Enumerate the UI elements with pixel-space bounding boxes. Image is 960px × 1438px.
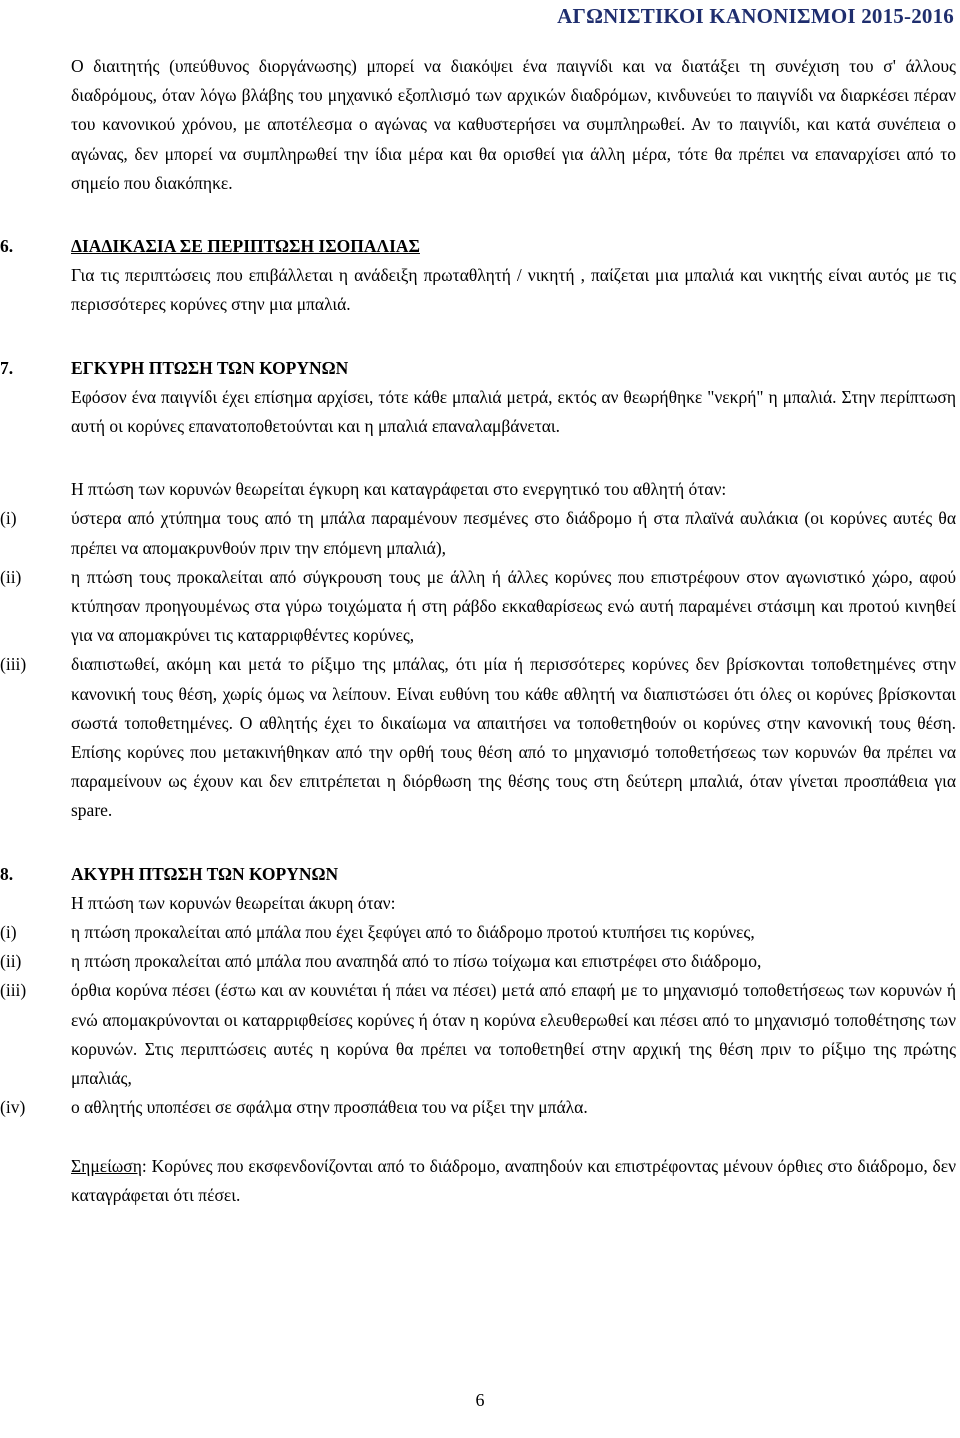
document-body xyxy=(0,52,960,1210)
section-number: 6. xyxy=(0,236,14,257)
note-label: Σημείωση xyxy=(71,1155,142,1176)
list-marker: (iii) xyxy=(0,654,27,675)
section-title: ΔΙΑΔΙΚΑΣΙΑ ΣΕ ΠΕΡΙΠΤΩΣΗ ΙΣΟΠΑΛΙΑΣ xyxy=(71,236,420,257)
note-colon: : xyxy=(141,1155,147,1176)
list-item-text: ο αθλητής υποπέσει σε σφάλμα στην προσπάθεια του να ρίξει την μπάλα. xyxy=(71,1097,588,1118)
running-title: ΑΓΩΝΙΣΤΙΚΟΙ ΚΑΝΟΝΙΣΜΟΙ 2015-2016 xyxy=(557,4,954,28)
list-item-text: όρθια κορύνα πέσει (έστω και αν κουνιέται ή πάει να πέσει) μετά από επαφή με το μηχανισμό τοποθετήσεως των κορυνών ή ενώ απομακρύνονται οι καταρριφθείσες κορύνες ή όταν η κορύνα ελευθερωθεί και πέσει από το μηχανισμό τοποθέτησης των κορυνών. Στις περιπτώσεις αυτές η κορύνα θα πρέπει να τοποθετηθεί στην αρχική της θέση πριν το ρίξιμο της πρώτης μπαλιάς, xyxy=(71,980,956,1089)
list-item xyxy=(0,504,960,562)
list-item xyxy=(0,918,960,947)
list-item-text: η πτώση προκαλείται από μπάλα που έχει ξεφύγει από το διάδρομο προτού κτυπήσει τις κορύνες, xyxy=(71,922,755,943)
section-heading xyxy=(0,232,960,261)
section-title: ΑΚΥΡΗ ΠΤΩΣΗ ΤΩΝ ΚΟΡΥΝΩΝ xyxy=(71,863,339,884)
section-lead: Η πτώση των κορυνών θεωρείται άκυρη όταν: xyxy=(71,892,396,913)
section-heading xyxy=(0,860,960,889)
section-number: 8. xyxy=(0,863,14,884)
list-item xyxy=(0,976,960,1093)
section-number: 7. xyxy=(0,357,14,378)
section-body: Για τις περιπτώσεις που επιβάλλεται η ανάδειξη πρωταθλητή / νικητή , παίζεται μια μπαλιά και νικητής είναι αυτός με τις περισσότερες κορύνες στην μια μπαλιά. xyxy=(71,265,956,315)
list-marker: (i) xyxy=(0,922,17,943)
list-item-text: η πτώση προκαλείται από μπάλα που αναπηδά από το πίσω τοίχωμα και επιστρέφει στο διάδρομο, xyxy=(71,951,762,972)
section-title: ΕΓΚΥΡΗ ΠΤΩΣΗ ΤΩΝ ΚΟΡΥΝΩΝ xyxy=(71,357,349,378)
note-text: Κορύνες που εκσφενδονίζονται από το διάδρομο, αναπηδούν και επιστρέφοντας μένουν όρθιες στο διάδρομο, δεν καταγράφεται ότι πέσει. xyxy=(71,1155,956,1205)
list-marker: (iii) xyxy=(0,980,27,1001)
section-7 xyxy=(0,354,960,826)
list-item xyxy=(0,650,960,825)
page-number: 6 xyxy=(475,1390,485,1410)
list-marker: (ii) xyxy=(0,951,22,972)
section-6 xyxy=(0,232,960,320)
list-item-text: η πτώση τους προκαλείται από σύγκρουση τους με άλλη ή άλλες κορύνες που επιστρέφουν στον αγωνιστικό χώρο, αφού κτύπησαν προηγουμένως στα γύρω τοιχώματα ή στη ράβδο εκκαθαρίσεως ενώ αυτή παραμένει στάσιμη και προτού κινηθεί για να απομακρύνει τις καταρριφθέντες κορύνες, xyxy=(71,566,956,646)
list-item-text: διαπιστωθεί, ακόμη και μετά το ρίξιμο της μπάλας, ότι μία ή περισσότερες κορύνες δεν βρίσκονται τοποθετημένες στην κανονική τους θέση, χωρίς όμως να λείπουν. Είναι ευθύνη του κάθε αθλητή να διαπιστώσει ότι όλες οι κορύνες βρίσκονται σωστά τοποθετημένες. Ο αθλητής έχει το δικαίωμα να απαιτήσει να τοποθετηθούν οι κορύνες στην κανονική τους θέση. Επίσης κορύνες που μετακινήθηκαν από την ορθή τους θέση από το μηχανισμό τοποθετήσεως των κορυνών θα πρέπει να παραμείνουν ως έχουν και δεν επιτρέπεται η διόρθωση της θέσης τους στη δεύτερη μπαλιά, όταν γίνεται προσπάθεια για spare. xyxy=(71,654,956,821)
section-lead: Η πτώση των κορυνών θεωρείται έγκυρη και καταγράφεται στο ενεργητικό του αθλητή όταν: xyxy=(71,479,727,500)
section-heading xyxy=(0,354,960,383)
list-item xyxy=(0,947,960,976)
list-marker: (i) xyxy=(0,508,17,529)
section-body: Εφόσον ένα παιγνίδι έχει επίσημα αρχίσει, τότε κάθε μπαλιά μετρά, εκτός αν θεωρήθηκε "νεκρή" η μπαλιά. Στην περίπτωση αυτή οι κορύνες επανατοποθετούνται και η μπαλιά επαναλαμβάνεται. xyxy=(71,386,956,437)
list-marker: (iv) xyxy=(0,1097,26,1118)
list-item-text: ύστερα από χτύπημα τους από τη μπάλα παραμένουν πεσμένες στο διάδρομο ή στα πλαϊνά αυλάκια (οι κορύνες αυτές θα πρέπει να απομακρυνθούν πριν την επόμενη μπαλιά), xyxy=(71,508,956,558)
list-item xyxy=(0,1093,960,1122)
list-item xyxy=(0,563,960,651)
list-marker: (ii) xyxy=(0,566,22,587)
intro-paragraph: Ο διαιτητής (υπεύθυνος διοργάνωσης) μπορεί να διακόψει ένα παιγνίδι και να διατάξει τη συνέχιση του σ' άλλους διαδρόμους, όταν λόγω βλάβης του μηχανικό εξοπλισμό των αρχικών διαδρόμων, κινδυνεύει το παιγνίδι να διαρκέσει πέραν του κανονικού χρόνου, με αποτέλεσμα ο αγώνας να καθυστερήσει να συμπληρωθεί. Αν το παιγνίδι, και κατά συνέπεια ο αγώνας, δεν μπορεί να συμπληρωθεί την ίδια μέρα και θα ορισθεί για άλλη μέρα, τότε θα πρέπει να επαναρχίσει από το σημείο που διακόπηκε. xyxy=(71,56,956,193)
note-paragraph xyxy=(0,1152,960,1210)
section-8 xyxy=(0,860,960,1123)
